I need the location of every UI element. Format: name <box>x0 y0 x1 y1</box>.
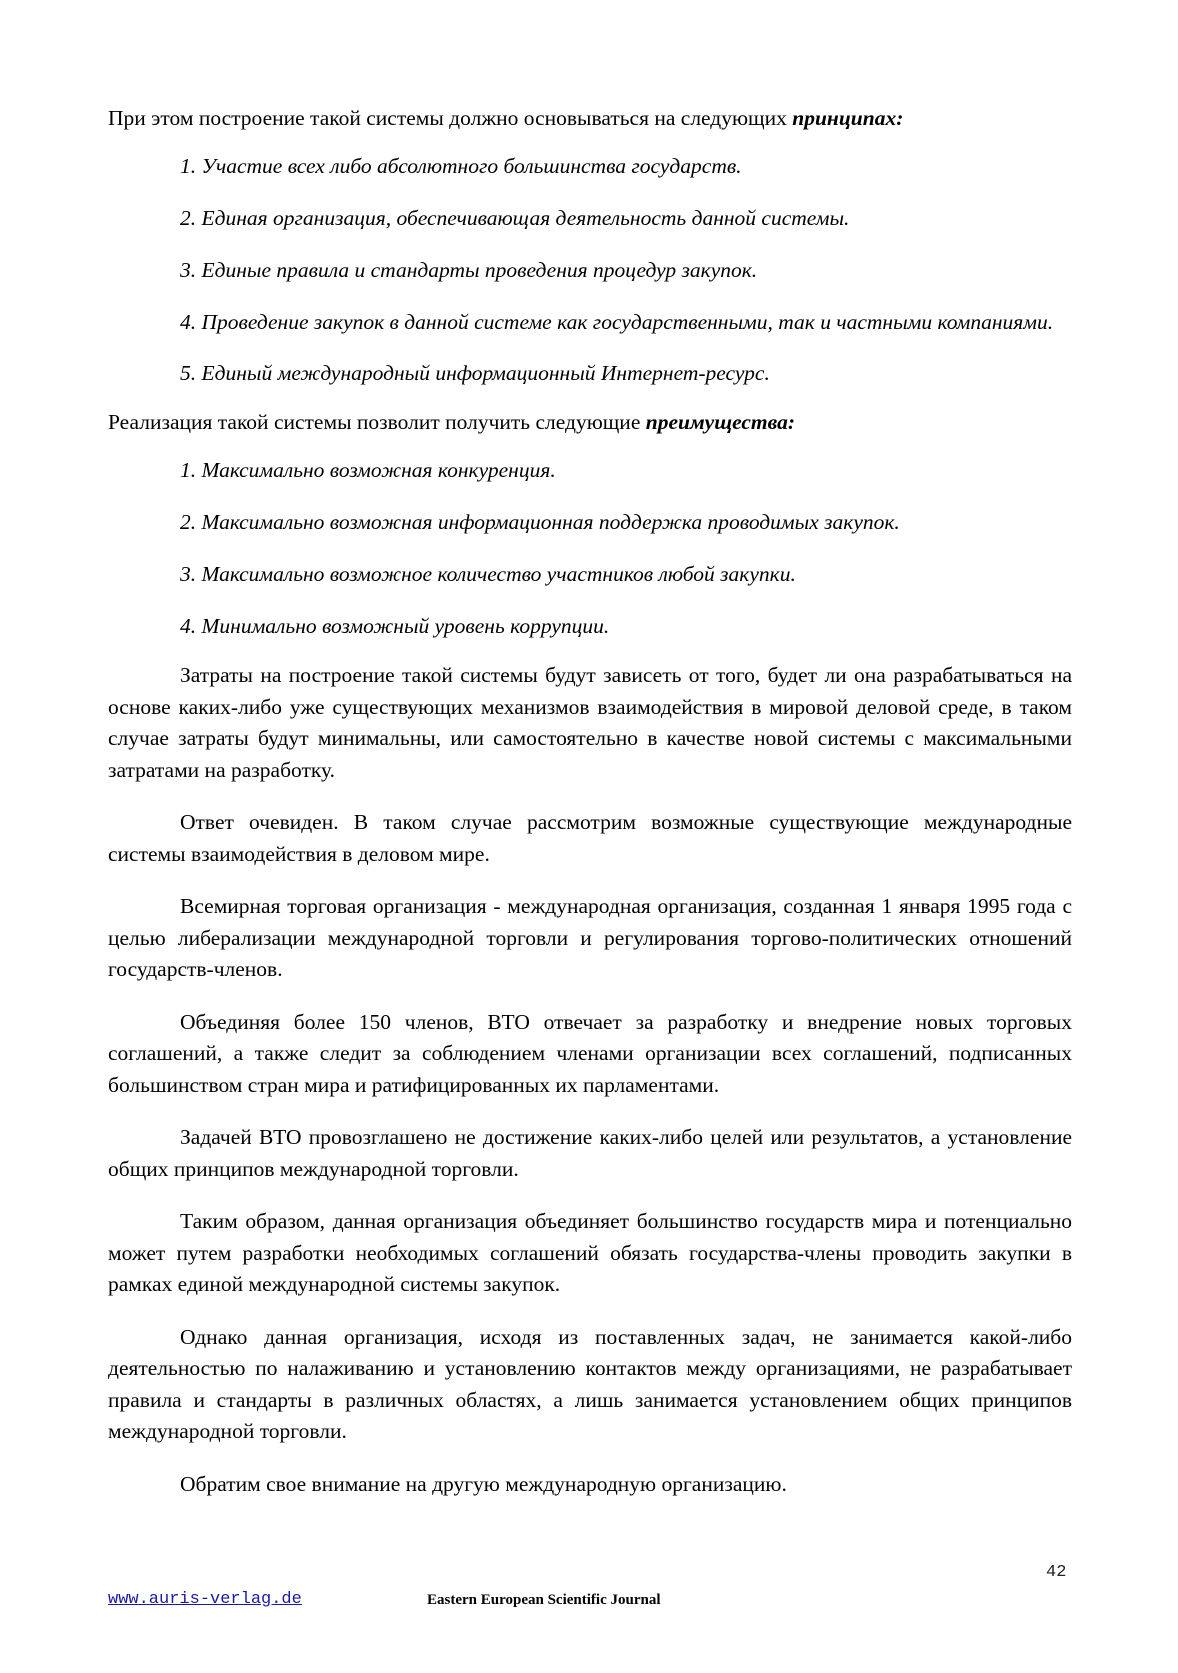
body-paragraph: Объединяя более 150 членов, ВТО отвечает за разработку и внедрение новых торговых соглашений, а также следит за соблюдением членами организации всех соглашений, подписанных большинством стран мира и ратифицированных их парламентами. <box>108 1009 1072 1097</box>
page-number: 42 <box>1046 1563 1067 1582</box>
body-paragraph: Задачей ВТО провозглашено не достижение каких-либо целей или результатов, а установление общих принципов международной торговли. <box>108 1125 1072 1181</box>
body-paragraph: Однако данная организация, исходя из поставленных задач, не занимается какой-либо деятельностью по налаживанию и установлению контактов между организациями, не разрабатывает правила и стандарты в различных областях, а лишь занимается установлением общих принципов международной торговли. <box>108 1324 1072 1443</box>
body-paragraph: Таким образом, данная организация объединяет большинство государств мира и потенциально может путем разработки необходимых соглашений обязать государства-члены проводить закупки в рамках единой международной системы закупок. <box>108 1209 1072 1296</box>
principles-heading: принципах: <box>792 106 904 130</box>
advantages-intro-text: Реализация такой системы позволит получить следующие <box>108 410 646 434</box>
advantage-item: 4. Минимально возможный уровень коррупции. <box>180 614 610 638</box>
journal-name: Eastern European Scientific Journal <box>427 1592 661 1608</box>
page-content <box>108 103 1072 1521</box>
principles-intro-text: При этом построение такой системы должно основываться на следующих <box>108 106 793 130</box>
principle-item: 3. Единые правила и стандарты проведения процедур закупок. <box>180 258 758 282</box>
principles-intro <box>108 103 1072 133</box>
advantage-item: 2. Максимально возможная информационная поддержка проводимых закупок. <box>180 510 900 534</box>
body-paragraph: Обратим свое внимание на другую международную организацию. <box>180 1471 787 1496</box>
advantages-heading: преимущества: <box>645 410 796 434</box>
body-paragraph: Всемирная торговая организация - международная организация, созданная 1 января 1995 года с целью либерализации международной торговли и регулирования торгово-политических отношений государств-членов. <box>108 894 1072 981</box>
body-paragraph: Затраты на построение такой системы будут зависеть от того, будет ли она разрабатываться на основе каких-либо уже существующих механизмов взаимодействия в мировой деловой среде, в таком случае затраты будут минимальны, или самостоятельно в качестве новой системы с максимальными затратами на разработку. <box>108 663 1072 782</box>
principle-item: 2. Единая организация, обеспечивающая деятельность данной системы. <box>180 206 850 230</box>
advantages-intro <box>108 407 1072 437</box>
advantage-item: 3. Максимально возможное количество участников любой закупки. <box>180 562 796 586</box>
publisher-link[interactable]: www.auris-verlag.de <box>108 1590 302 1609</box>
principle-item: 5. Единый международный информационный Интернет-ресурс. <box>180 361 770 385</box>
body-paragraph: Ответ очевиден. В таком случае рассмотрим возможные существующие международные системы взаимодействия в деловом мире. <box>108 810 1072 866</box>
advantage-item: 1. Максимально возможная конкуренция. <box>180 458 556 482</box>
principle-item: 1. Участие всех либо абсолютного большинства государств. <box>180 154 742 178</box>
principle-item: 4. Проведение закупок в данной системе как государственными, так и частными компаниями. <box>180 310 1054 334</box>
principles-list <box>108 151 1072 389</box>
advantages-list <box>108 455 1072 642</box>
